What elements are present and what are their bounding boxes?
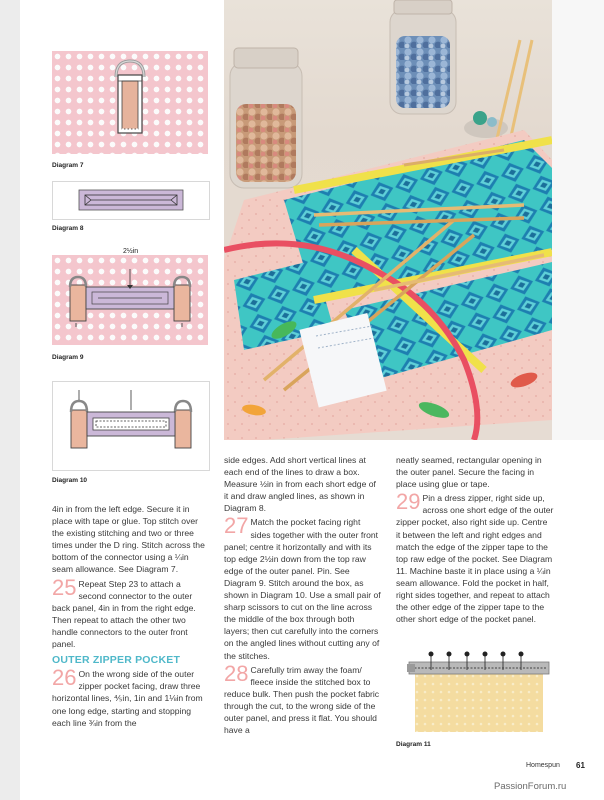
step-27 — [224, 513, 382, 661]
diagram-7-drawing — [52, 51, 208, 154]
step-29-number: 29 — [396, 489, 421, 515]
step-25-number: 25 — [52, 574, 77, 600]
diagram-8-drawing — [53, 182, 209, 219]
section-heading-outer-zipper-pocket: OUTER ZIPPER POCKET — [52, 654, 181, 667]
diagram-9 — [52, 255, 208, 345]
step-26 — [52, 665, 210, 728]
step-27-number: 27 — [224, 513, 249, 539]
diagram-11 — [405, 648, 553, 734]
diagram-7 — [52, 51, 208, 154]
text-column-1 — [52, 503, 210, 729]
text-column-2 — [224, 454, 382, 736]
column-2-intro: side edges. Add short vertical lines at each end of the lines to draw a box. Measure ½in in from each short edge of it and draw angled lines, as shown in Diagram 8. — [224, 455, 376, 514]
diagram-10-drawing — [53, 382, 209, 470]
diagram-8 — [52, 181, 210, 220]
project-photo — [224, 0, 552, 440]
diagram-9-label: Diagram 9 — [52, 354, 84, 361]
step-26-number: 26 — [52, 665, 77, 691]
text-column-3 — [396, 454, 554, 625]
knitting-needle-case-photo — [224, 0, 552, 440]
diagram-11-drawing — [405, 648, 553, 734]
page-edge-bar — [0, 0, 20, 800]
column-1-intro: 4in in from the left edge. Secure it in place with tape or glue. Top stitch over the existing stitching and two or three times under the D ring. Stitch across the bottom of the connector using a ¼in seam allowance. See Diagram 7. — [52, 504, 205, 575]
diagram-10 — [52, 381, 210, 471]
magazine-name: Homespun — [526, 762, 560, 769]
watermark: PassionForum.ru — [494, 781, 567, 792]
diagram-7-label: Diagram 7 — [52, 162, 84, 169]
diagram-10-label: Diagram 10 — [52, 477, 88, 484]
step-27-text: Match the pocket facing right sides together with the outer front panel; centre it horizontally and with its top edge 2½in down from the top raw edge of the outer panel. Pin. See Diagram 9. Stitch around the box, as shown in Diagram 10. Use a small pair of sharp scissors to cut on the line across the middle of the box through both layers; then cut carefully into the corners on the angled lines without cutting any of the stitches. — [224, 517, 381, 661]
step-25-text: Repeat Step 23 to attach a second connector to the outer back panel, 4in in from the right edge. Then repeat to attach the other two handle connectors to the outer front panel. — [52, 578, 196, 650]
step-29 — [396, 489, 554, 625]
step-28-number: 28 — [224, 660, 249, 686]
step-25 — [52, 574, 210, 651]
step-28-text: Carefully trim away the foam/ fleece inside the stitched box to reduce bulk. Then push the pocket fabric through the cut, to the wrong side of the outer panel, and press it flat. You should have a — [224, 664, 380, 736]
photo-margin — [552, 0, 604, 440]
diagram-9-drawing — [52, 255, 208, 345]
diagram-11-label: Diagram 11 — [396, 741, 431, 748]
step-28 — [224, 660, 382, 737]
page-number: 61 — [576, 761, 585, 770]
diagram-9-measure: 2½in — [123, 248, 139, 255]
diagram-8-label: Diagram 8 — [52, 225, 84, 232]
step-26-text: On the wrong side of the outer zipper pocket facing, draw three horizontal lines, ⅘in, 1in and 1⅛in from one long edge, starting and stopping each line ¾in from the — [52, 669, 203, 728]
step-29-text: Pin a dress zipper, right side up, across one short edge of the outer zipper pocket, also right side up. Centre it between the left and right edges and match the edge of the zipper tape to the top raw edge of the pocket. See Diagram 11. Machine baste it in place using a ¼in seam allowance. Fold the pocket in half, right sides together, and repeat to attach the other edge of the zipper tape to the other short edge of the pocket panel. — [396, 493, 554, 625]
column-3-intro: neatly seamed, rectangular opening in the outer panel. Secure the facing in place using glue or tape. — [396, 455, 542, 490]
